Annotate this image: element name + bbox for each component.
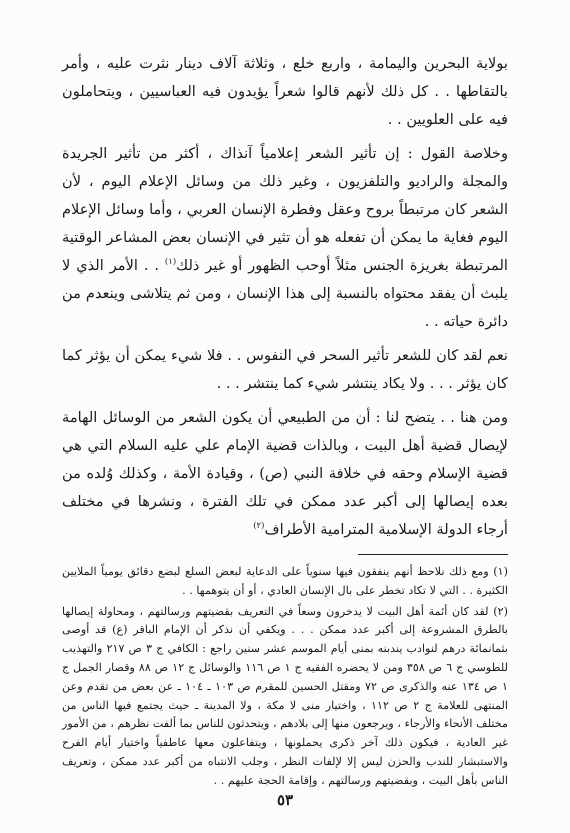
footnote-divider: [358, 554, 508, 555]
body-paragraph-4-text: ومن هنا . . يتضح لنا : أن من الطبيعي أن يكون الشعر من الوسائل الهامة لإيصال قضية أهل البيت ، وبالذات قضية الإمام علي عليه السلام التي هي قضية الإسلام وحقه في خلافة النبي (ص) ، وقيادة الأمة ، وكذلك وُلده من بعده إيصالها إلى أكبر عدد ممكن في تلك الفترة ، ونشرها في مختلف أرجاء الدولة الإسلامية المترامية الأطراف: [62, 409, 508, 538]
page-number: ٥٣: [276, 791, 294, 809]
footnote-2: (٢) لقد كان أئمة أهل البيت لا يدخرون وسعاً في التعريف بقضيتهم ورسالتهم ، ومحاولة إيصالها بالطرق المشروعة إلى أكبر عدد ممكن . . . ويكفي أن نذكر أن الإمام الباقر (ع) قد أوصى بثمانمائة درهم لنوادب يندبنه بمنى أيام الموسم عشر سنين راجع : الكافي ج ٣ ص ٢١٧ والتهذيب للطوسي ج ٦ ص ٣٥٨ ومن لا يحضره الفقيه ج ١ ص ١١٦ والوسائل ج ١٢ ص ٨٨ وقصار الجمل ج ١ ص ١٣٤ عنه والذكرى ص ٧٢ ومقتل الحسين للمقرم ص ١٠٣ ـ ١٠٤ ـ عن بعض من تقدم وعن المنتهى للعلامة ج ٢ ص ١١٢ ، واختيار منى لا مكة ، ولا المدينة ـ حيث يجتمع فيها الناس من مختلف الأنحاء والأرجاء ، ويرجعون منها إلى بلادهم ، ويتحدثون للناس بما ألفت نظرهم ، من الأمور غير العادية ، فيكون ذلك آخر ذكرى يحملونها ، ويتفاعلون معها عاطفياً واختيار أيام الفرح والاستبشار للندب والحزن ليس إلا لإلفات النظر ، وجلب الانتباه من أكبر عدد ممكن ، وتعريف الناس بأهل البيت ، وبقضيتهم ورسالتهم ، وإقامة الحجة عليهم . .: [62, 604, 509, 787]
footnote-1: (١) ومع ذلك نلاحظ أنهم ينفقون فيها سنوياً على الدعاية لبعض السلع لبضع دقائق يومياً الملايين الكثيرة . . التي لا تكاد تخطر على بال الإنسان العادي ، أو أن يتوهمها . .: [62, 565, 508, 597]
body-paragraph-2: [62, 140, 508, 336]
footnote-ref-2[interactable]: (٢): [253, 521, 265, 532]
body-paragraph-3: نعم لقد كان للشعر تأثير السحر في النفوس . . فلا شيء يمكن أن يؤثر كما كان يؤثر . . . ولا يكاد ينتشر شيء كما ينتشر . . .: [62, 347, 508, 392]
body-paragraph-4: [62, 404, 508, 544]
body-paragraph-1: بولاية البحرين واليمامة ، واربع خلع ، وثلاثة آلاف دينار نثرت عليه ، وأمر بالتقاطها . . كل ذلك لأنهم قالوا شعراً يؤيدون فيه العباسيين ، ويتحاملون فيه على العلويين . .: [62, 55, 508, 128]
footnote-ref-1[interactable]: (١): [164, 257, 177, 268]
body-paragraph-2-tail: . . الأمر الذي لا يلبث أن يفقد محتواه بالنسبة إلى هذا الإنسان ، ومن ثم يتلاشى وينعدم من دائرة حياته . .: [62, 257, 508, 330]
document-page: [62, 50, 508, 793]
body-paragraph-2-text: وخلاصة القول : إن تأثير الشعر إعلامياً آنذاك ، أكثر من تأثير الجريدة والمجلة والراديو والتلفزيون ، وغير ذلك من وسائل الإعلام اليوم ، لأن الشعر كان مرتبطاً بروح وعقل وفطرة الإنسان العربي ، وأما وسائل الإعلام اليوم فغاية ما يمكن أن تفعله هو أن تثير في الإنسان بعض المشاعر الوقتية المرتبطة بغريزة الجنس مثلاً أوحب الظهور أو غير ذلك: [62, 145, 508, 274]
